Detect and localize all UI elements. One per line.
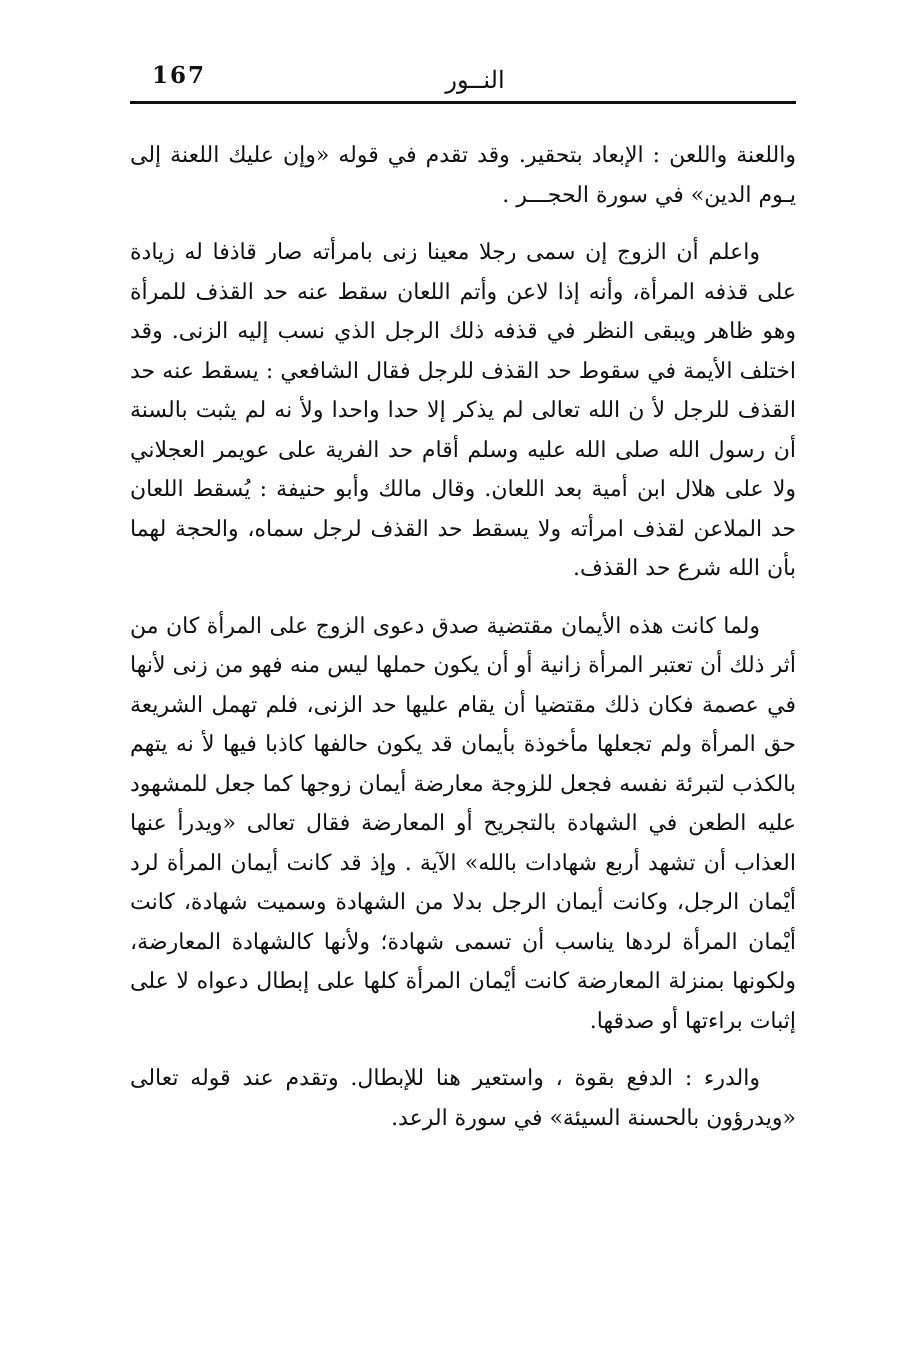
- page-header: [130, 58, 796, 108]
- body-text: [130, 136, 796, 1156]
- header-rule: [130, 101, 796, 104]
- paragraph-4: والدرء : الدفع بقوة ، واستعير هنا للإبطال. وتقدم عند قوله تعالى «ويدرؤون بالحسنة السيئة» في سورة الرعد.: [130, 1066, 796, 1131]
- page-number: 167: [152, 62, 207, 89]
- paragraph-3: ولما كانت هذه الأيمان مقتضية صدق دعوى الزوج على المرأة كان من أثر ذلك أن تعتبر المرأة زانية أو أن يكون حملها ليس منه فهو من زنى لأنها في عصمة فكان ذلك مقتضيا أن يقام عليها حد الزنى، فلم تهمل الشريعة حق المرأة ولم تجعلها مأخوذة بأيمان قد يكون حالفها كاذبا فيها لأ نه يتهم بالكذب لتبرئة نفسه فجعل للزوجة معارضة أيمان زوجها كما جعل للمشهود عليه الطعن في الشهادة بالتجريح أو المعارضة فقال تعالى «ويدرأ عنها العذاب أن تشهد أربع شهادات بالله» الآية . وإذ قد كانت أيمان المرأة لرد أيْمان الرجل، وكانت أيمان الرجل بدلا من الشهادة وسميت شهادة، كانت أيْمان المرأة لردها يناسب أن تسمى شهادة؛ ولأنها كالشهادة المعارضة، ولكونها بمنزلة المعارضة كانت أيْمان المرأة كلها على إبطال دعواه لا على إثبات براءتها أو صدقها.: [130, 613, 796, 1034]
- paragraph-2: واعلم أن الزوج إن سمى رجلا معينا زنى بامرأته صار قاذفا له زيادة على قذفه المرأة، وأنه إذا لاعن وأتم اللعان سقط عنه حد القذف للمرأة وهو ظاهر ويبقى النظر في قذفه ذلك الرجل الذي نسب إليه الزنى. وقد اختلف الأيمة في سقوط حد القذف للرجل فقال الشافعي : يسقط عنه حد القذف للرجل لأ ن الله تعالى لم يذكر إلا حدا واحدا ولأ نه لم يثبت بالسنة أن رسول الله صلى الله عليه وسلم أقام حد الفرية على عويمر العجلاني ولا على هلال ابن أمية بعد اللعان. وقال مالك وأبو حنيفة : يُسقط اللعان حد الملاعن لقذف امرأته ولا يسقط حد القذف لرجل سماه، والحجة لهما بأن الله شرع حد القذف.: [130, 240, 796, 581]
- paragraph-1: واللعنة واللعن : الإبعاد بتحقير. وقد تقدم في قوله «وإن عليك اللعنة إلى يـوم الدين» في سورة الحجـــر .: [130, 143, 796, 208]
- running-title: النــور: [445, 66, 505, 94]
